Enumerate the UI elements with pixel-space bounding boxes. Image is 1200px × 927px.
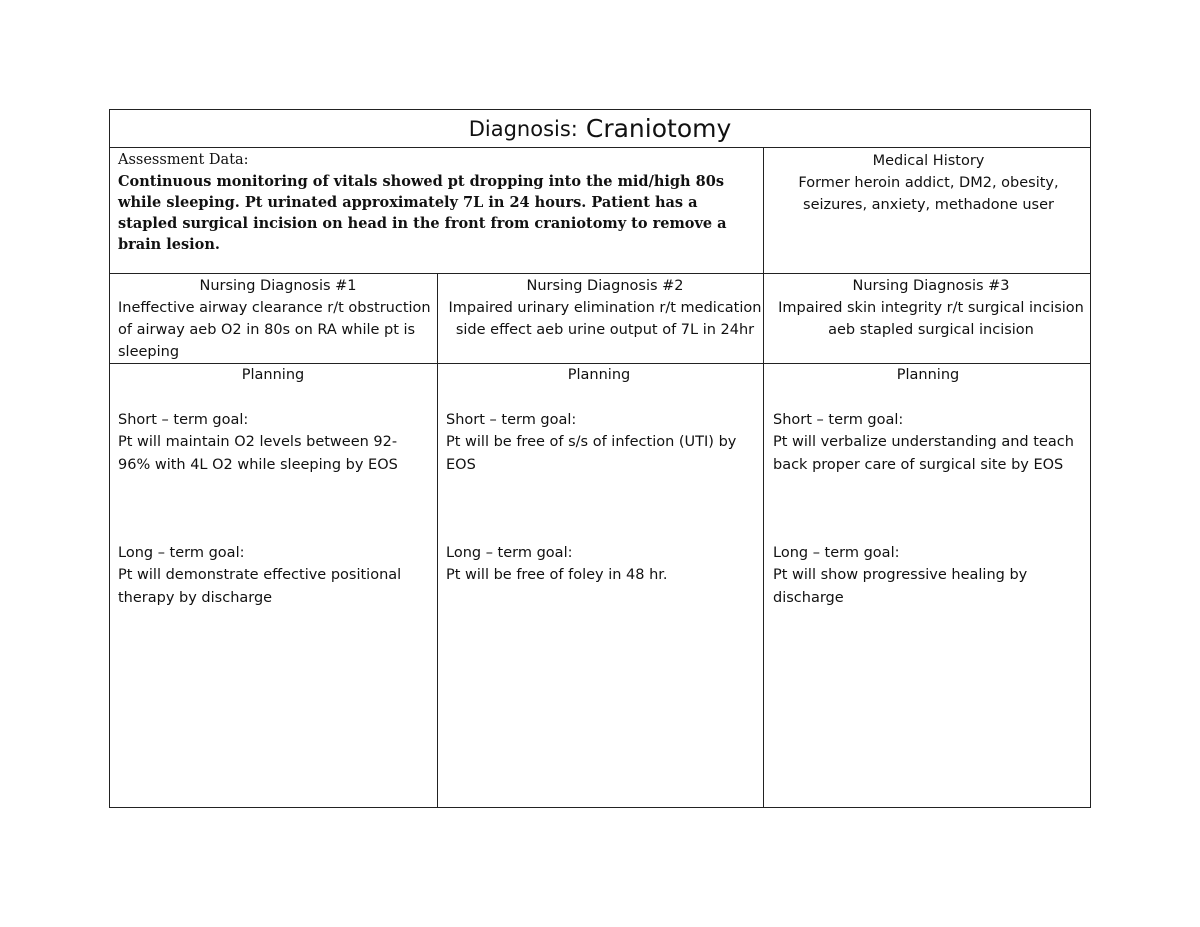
planning-3-title: Planning: [896, 367, 960, 383]
column-divider: [763, 147, 764, 807]
row-divider: [110, 147, 1090, 148]
diagnosis-label: Diagnosis:: [468, 116, 578, 141]
short-term-goal-3-label: Short – term goal:: [773, 411, 904, 428]
planning-2-title: Planning: [567, 367, 631, 383]
short-term-goal-2-text: Pt will be free of s/s of infection (UTI) by EOS: [446, 434, 737, 473]
planning-1-title: Planning: [241, 367, 305, 383]
short-term-goal-1-text: Pt will maintain O2 levels between 92-96% with 4L O2 while sleeping by EOS: [118, 434, 398, 473]
long-term-goal-2-text: Pt will be free of foley in 48 hr.: [446, 567, 668, 583]
care-plan-table: [109, 109, 1091, 808]
short-term-goal-2-label: Short – term goal:: [446, 411, 577, 428]
page-title: [110, 110, 1090, 147]
medical-history-cell: [765, 150, 1092, 216]
row-divider: [110, 273, 1090, 274]
nursing-diagnosis-2-title: Nursing Diagnosis #2: [526, 278, 684, 294]
long-term-goal-2-label: Long – term goal:: [446, 544, 573, 561]
long-term-goal-1-label: Long – term goal:: [118, 544, 245, 561]
medical-history-text: Former heroin addict, DM2, obesity, seizures, anxiety, methadone user: [798, 175, 1059, 213]
planning-3-cell: [773, 364, 1083, 609]
nursing-diagnosis-1-title: Nursing Diagnosis #1: [199, 278, 357, 294]
nursing-diagnosis-1-text: Ineffective airway clearance r/t obstruction of airway aeb O2 in 80s on RA while pt is sleeping: [118, 300, 431, 360]
nursing-diagnosis-2-text: Impaired urinary elimination r/t medication side effect aeb urine output of 7L in 24hr: [448, 300, 762, 338]
long-term-goal-1-text: Pt will demonstrate effective positional therapy by discharge: [118, 567, 402, 606]
nursing-diagnosis-1-cell: [118, 275, 438, 363]
nursing-diagnosis-3-text: Impaired skin integrity r/t surgical incision aeb stapled surgical incision: [778, 300, 1084, 338]
nursing-diagnosis-2-cell: [446, 275, 764, 341]
long-term-goal-3-label: Long – term goal:: [773, 544, 900, 561]
short-term-goal-3-text: Pt will verbalize understanding and teach back proper care of surgical site by EOS: [773, 434, 1074, 473]
planning-1-cell: [118, 364, 428, 609]
medical-history-label: Medical History: [872, 153, 985, 169]
assessment-text: Continuous monitoring of vitals showed pt dropping into the mid/high 80s while sleeping. Pt urinated approximately 7L in 24 hours. Patient has a stapled surgical incision on head in the front from craniotomy to remove a brain lesion.: [118, 173, 727, 253]
planning-2-cell: [446, 364, 752, 587]
nursing-diagnosis-3-title: Nursing Diagnosis #3: [852, 278, 1010, 294]
short-term-goal-1-label: Short – term goal:: [118, 411, 249, 428]
diagnosis-value: Craniotomy: [585, 114, 732, 143]
long-term-goal-3-text: Pt will show progressive healing by discharge: [773, 567, 1028, 606]
assessment-label: Assessment Data:: [118, 152, 249, 168]
assessment-data-cell: [118, 150, 758, 255]
nursing-diagnosis-3-cell: [773, 275, 1089, 341]
